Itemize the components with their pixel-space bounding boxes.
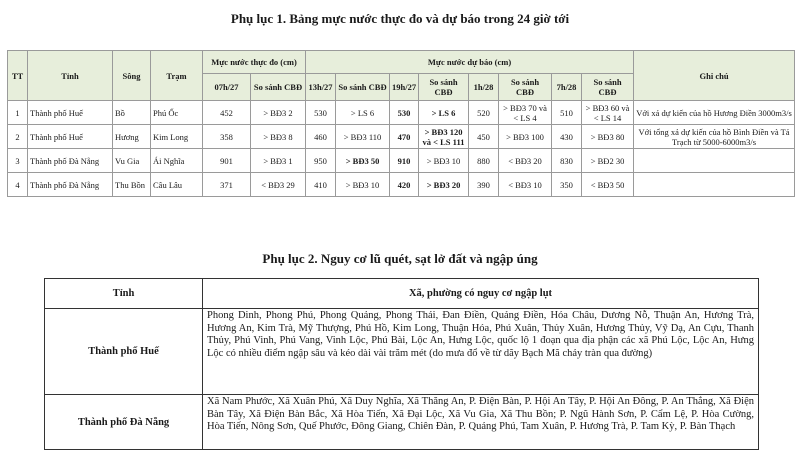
cell-tt: 2 (8, 125, 28, 149)
subheader-cell: So sánh CBĐ (499, 74, 552, 101)
cell-forecast: 880 (469, 149, 499, 173)
header-province: Tỉnh (45, 279, 203, 309)
cell-forecast: 910 (390, 149, 419, 173)
appendix-2-title: Phụ lục 2. Nguy cơ lũ quét, sạt lở đất và ngập úng (262, 251, 538, 266)
cell-forecast: 530 (390, 101, 419, 125)
cell-compare: > BĐ3 80 (582, 125, 634, 149)
cell-province: Thành phố Huế (45, 309, 203, 395)
cell-communes: Phong Dinh, Phong Phú, Phong Quảng, Phong Thái, Đan Điền, Quảng Điền, Hóa Châu, Dương Nỗ, Thuận An, Hương Trà, Hương An, Kim Trà, Mỹ Thượng, Phú Hồ, Kim Long, Thuận Hóa, Phú Xuân, Thủy Xuân, Hương Thủy, Vỹ Dạ, An Cựu, Thanh Thủy, Phú Vinh, Phú Vang, Vinh Lộc, Phú Bài, Lộc An, Hưng Lộc, quốc lộ 1 đoạn qua địa phận các xã Phú Lộc, Lộc An, Hưng Lộc có nhiều điểm ngập sâu và kéo dài vài trăm mét (do mưa đổ về từ dãy Bạch Mã chảy tràn qua đường) (203, 309, 759, 395)
subheader-cell: So sánh CBĐ (419, 74, 469, 101)
cell-compare: > BĐ3 10 (336, 173, 390, 197)
cell-compare: < BĐ3 50 (582, 173, 634, 197)
header-province: Tỉnh (28, 51, 113, 101)
cell-river: Hương (113, 125, 151, 149)
table-row (8, 125, 795, 149)
cell-forecast: 470 (390, 125, 419, 149)
cell-province: Thành phố Huế (28, 125, 113, 149)
table-row (45, 395, 759, 450)
cell-compare: > BĐ3 60 và < LS 14 (582, 101, 634, 125)
cell-forecast: 450 (469, 125, 499, 149)
cell-compare: < BĐ3 10 (499, 173, 552, 197)
table-row (45, 309, 759, 395)
cell-tt: 3 (8, 149, 28, 173)
cell-compare: > BĐ3 110 (336, 125, 390, 149)
appendix-1-title: Phụ lục 1. Bảng mực nước thực đo và dự báo trong 24 giờ tới (230, 11, 570, 26)
cell-compare: > BĐ3 120 và < LS 111 (419, 125, 469, 149)
subheader-cell: 07h/27 (203, 74, 251, 101)
cell-compare: < BĐ3 20 (499, 149, 552, 173)
water-level-table (7, 50, 795, 197)
cell-forecast: 530 (306, 101, 336, 125)
cell-compare: > LS 6 (336, 101, 390, 125)
cell-tt: 4 (8, 173, 28, 197)
cell-forecast: 520 (469, 101, 499, 125)
cell-note: Với xả dự kiến của hồ Hương Điền 3000m3/s (634, 101, 795, 125)
cell-station: Kim Long (151, 125, 203, 149)
cell-station: Phú Ốc (151, 101, 203, 125)
cell-forecast: 410 (306, 173, 336, 197)
cell-river: Vu Gia (113, 149, 151, 173)
cell-province: Thành phố Huế (28, 101, 113, 125)
cell-measured: 452 (203, 101, 251, 125)
cell-forecast: 510 (552, 101, 582, 125)
cell-measured: 358 (203, 125, 251, 149)
table-header-row (8, 51, 795, 74)
cell-forecast: 420 (390, 173, 419, 197)
cell-compare: < BĐ3 29 (251, 173, 306, 197)
subheader-cell: So sánh CBĐ (336, 74, 390, 101)
cell-river: Thu Bồn (113, 173, 151, 197)
subheader-cell: 7h/28 (552, 74, 582, 101)
cell-compare: > BĐ3 70 và < LS 4 (499, 101, 552, 125)
table-header-row (45, 279, 759, 309)
table-row (8, 173, 795, 197)
header-communes: Xã, phường có nguy cơ ngập lụt (203, 279, 759, 309)
cell-province: Thành phố Đà Nẵng (28, 173, 113, 197)
cell-compare: > BĐ3 2 (251, 101, 306, 125)
cell-station: Ái Nghĩa (151, 149, 203, 173)
header-station: Trạm (151, 51, 203, 101)
cell-note: Với tổng xả dự kiến của hồ Bình Điền và Tả Trạch từ 5000-6000m3/s (634, 125, 795, 149)
cell-measured: 371 (203, 173, 251, 197)
cell-tt: 1 (8, 101, 28, 125)
cell-river: Bồ (113, 101, 151, 125)
cell-compare: > BĐ3 1 (251, 149, 306, 173)
cell-forecast: 460 (306, 125, 336, 149)
cell-note (634, 173, 795, 197)
cell-compare: > BĐ3 50 (336, 149, 390, 173)
cell-note (634, 149, 795, 173)
cell-forecast: 830 (552, 149, 582, 173)
table-row (8, 149, 795, 173)
header-forecast: Mực nước dự báo (cm) (306, 51, 634, 74)
header-tt: TT (8, 51, 28, 101)
table-row (8, 101, 795, 125)
cell-province: Thành phố Đà Nẵng (45, 395, 203, 450)
cell-compare: > BĐ3 10 (419, 149, 469, 173)
cell-compare: > BĐ2 30 (582, 149, 634, 173)
cell-forecast: 430 (552, 125, 582, 149)
cell-measured: 901 (203, 149, 251, 173)
subheader-cell: 13h/27 (306, 74, 336, 101)
header-notes: Ghi chú (634, 51, 795, 101)
cell-forecast: 390 (469, 173, 499, 197)
cell-forecast: 350 (552, 173, 582, 197)
cell-station: Câu Lâu (151, 173, 203, 197)
header-river: Sông (113, 51, 151, 101)
subheader-cell: So sánh CBĐ (251, 74, 306, 101)
cell-forecast: 950 (306, 149, 336, 173)
cell-communes: Xã Nam Phước, Xã Xuân Phú, Xã Duy Nghĩa, Xã Thăng An, P. Điện Bàn, P. Hội An Tây, P. Hội An Đông, P. An Thắng, Xã Điện Bàn Tây, Xã Điện Bàn Bắc, Xã Hòa Tiến, Xã Đại Lộc, Xã Vu Gia, Xã Thu Bồn; P. Ngũ Hành Sơn, P. Cẩm Lệ, P. Hòa Cường, Hòa Tiến, Nông Sơn, Quế Phước, Đông Giang, Chiên Đàn, P. Quảng Phú, Tam Xuân, P. Hương Trà, P. Tam Kỳ, P. Bàn Thạch (203, 395, 759, 450)
cell-compare: > BĐ3 20 (419, 173, 469, 197)
cell-compare: > BĐ3 8 (251, 125, 306, 149)
flood-risk-table (44, 278, 759, 450)
subheader-cell: 19h/27 (390, 74, 419, 101)
cell-province: Thành phố Đà Nẵng (28, 149, 113, 173)
cell-compare: > LS 6 (419, 101, 469, 125)
header-measured: Mực nước thực đo (cm) (203, 51, 306, 74)
subheader-cell: So sánh CBĐ (582, 74, 634, 101)
subheader-cell: 1h/28 (469, 74, 499, 101)
cell-compare: > BĐ3 100 (499, 125, 552, 149)
